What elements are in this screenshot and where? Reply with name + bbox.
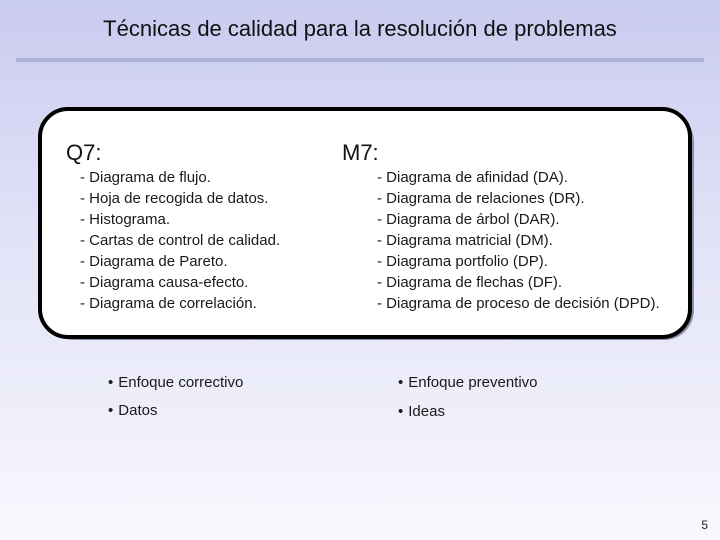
q7-item: - Diagrama de Pareto. bbox=[80, 253, 228, 270]
q7-tool-list bbox=[80, 167, 280, 314]
q7-heading: Q7: bbox=[66, 140, 102, 165]
q7-item: - Diagrama de flujo. bbox=[80, 169, 211, 186]
bullet-text: Datos bbox=[118, 402, 158, 419]
q7-item: - Histograma. bbox=[80, 211, 171, 228]
slide-title: Técnicas de calidad para la resolución de problemas bbox=[103, 16, 617, 41]
bullet-datos bbox=[108, 402, 157, 419]
title-divider bbox=[16, 58, 704, 62]
bullet-text: Enfoque correctivo bbox=[118, 374, 244, 391]
bullet-marker: • bbox=[398, 403, 404, 420]
q7-item: - Cartas de control de calidad. bbox=[80, 232, 281, 249]
q7-item: - Diagrama causa-efecto. bbox=[80, 274, 249, 291]
bullet-marker: • bbox=[108, 374, 114, 391]
m7-tool-list bbox=[377, 167, 660, 314]
bullet-ideas bbox=[398, 403, 445, 420]
m7-item: - Diagrama de relaciones (DR). bbox=[377, 190, 585, 207]
bullet-text: Ideas bbox=[408, 403, 445, 420]
q7-item: - Diagrama de correlación. bbox=[80, 295, 257, 312]
m7-item: - Diagrama de flechas (DF). bbox=[377, 274, 563, 291]
q7-item: - Hoja de recogida de datos. bbox=[80, 190, 269, 207]
m7-item: - Diagrama de proceso de decisión (DPD). bbox=[377, 295, 660, 312]
page-number: 5 bbox=[701, 518, 708, 532]
m7-item: - Diagrama de afinidad (DA). bbox=[377, 169, 568, 186]
bullet-text: Enfoque preventivo bbox=[408, 374, 538, 391]
bullet-marker: • bbox=[108, 402, 114, 419]
m7-heading: M7: bbox=[342, 140, 379, 165]
m7-item: - Diagrama matricial (DM). bbox=[377, 232, 553, 249]
bullet-marker: • bbox=[398, 374, 404, 391]
m7-item: - Diagrama de árbol (DAR). bbox=[377, 211, 560, 228]
m7-item: - Diagrama portfolio (DP). bbox=[377, 253, 548, 270]
bullet-enfoque-preventivo bbox=[398, 374, 538, 391]
bullet-enfoque-correctivo bbox=[108, 374, 243, 391]
